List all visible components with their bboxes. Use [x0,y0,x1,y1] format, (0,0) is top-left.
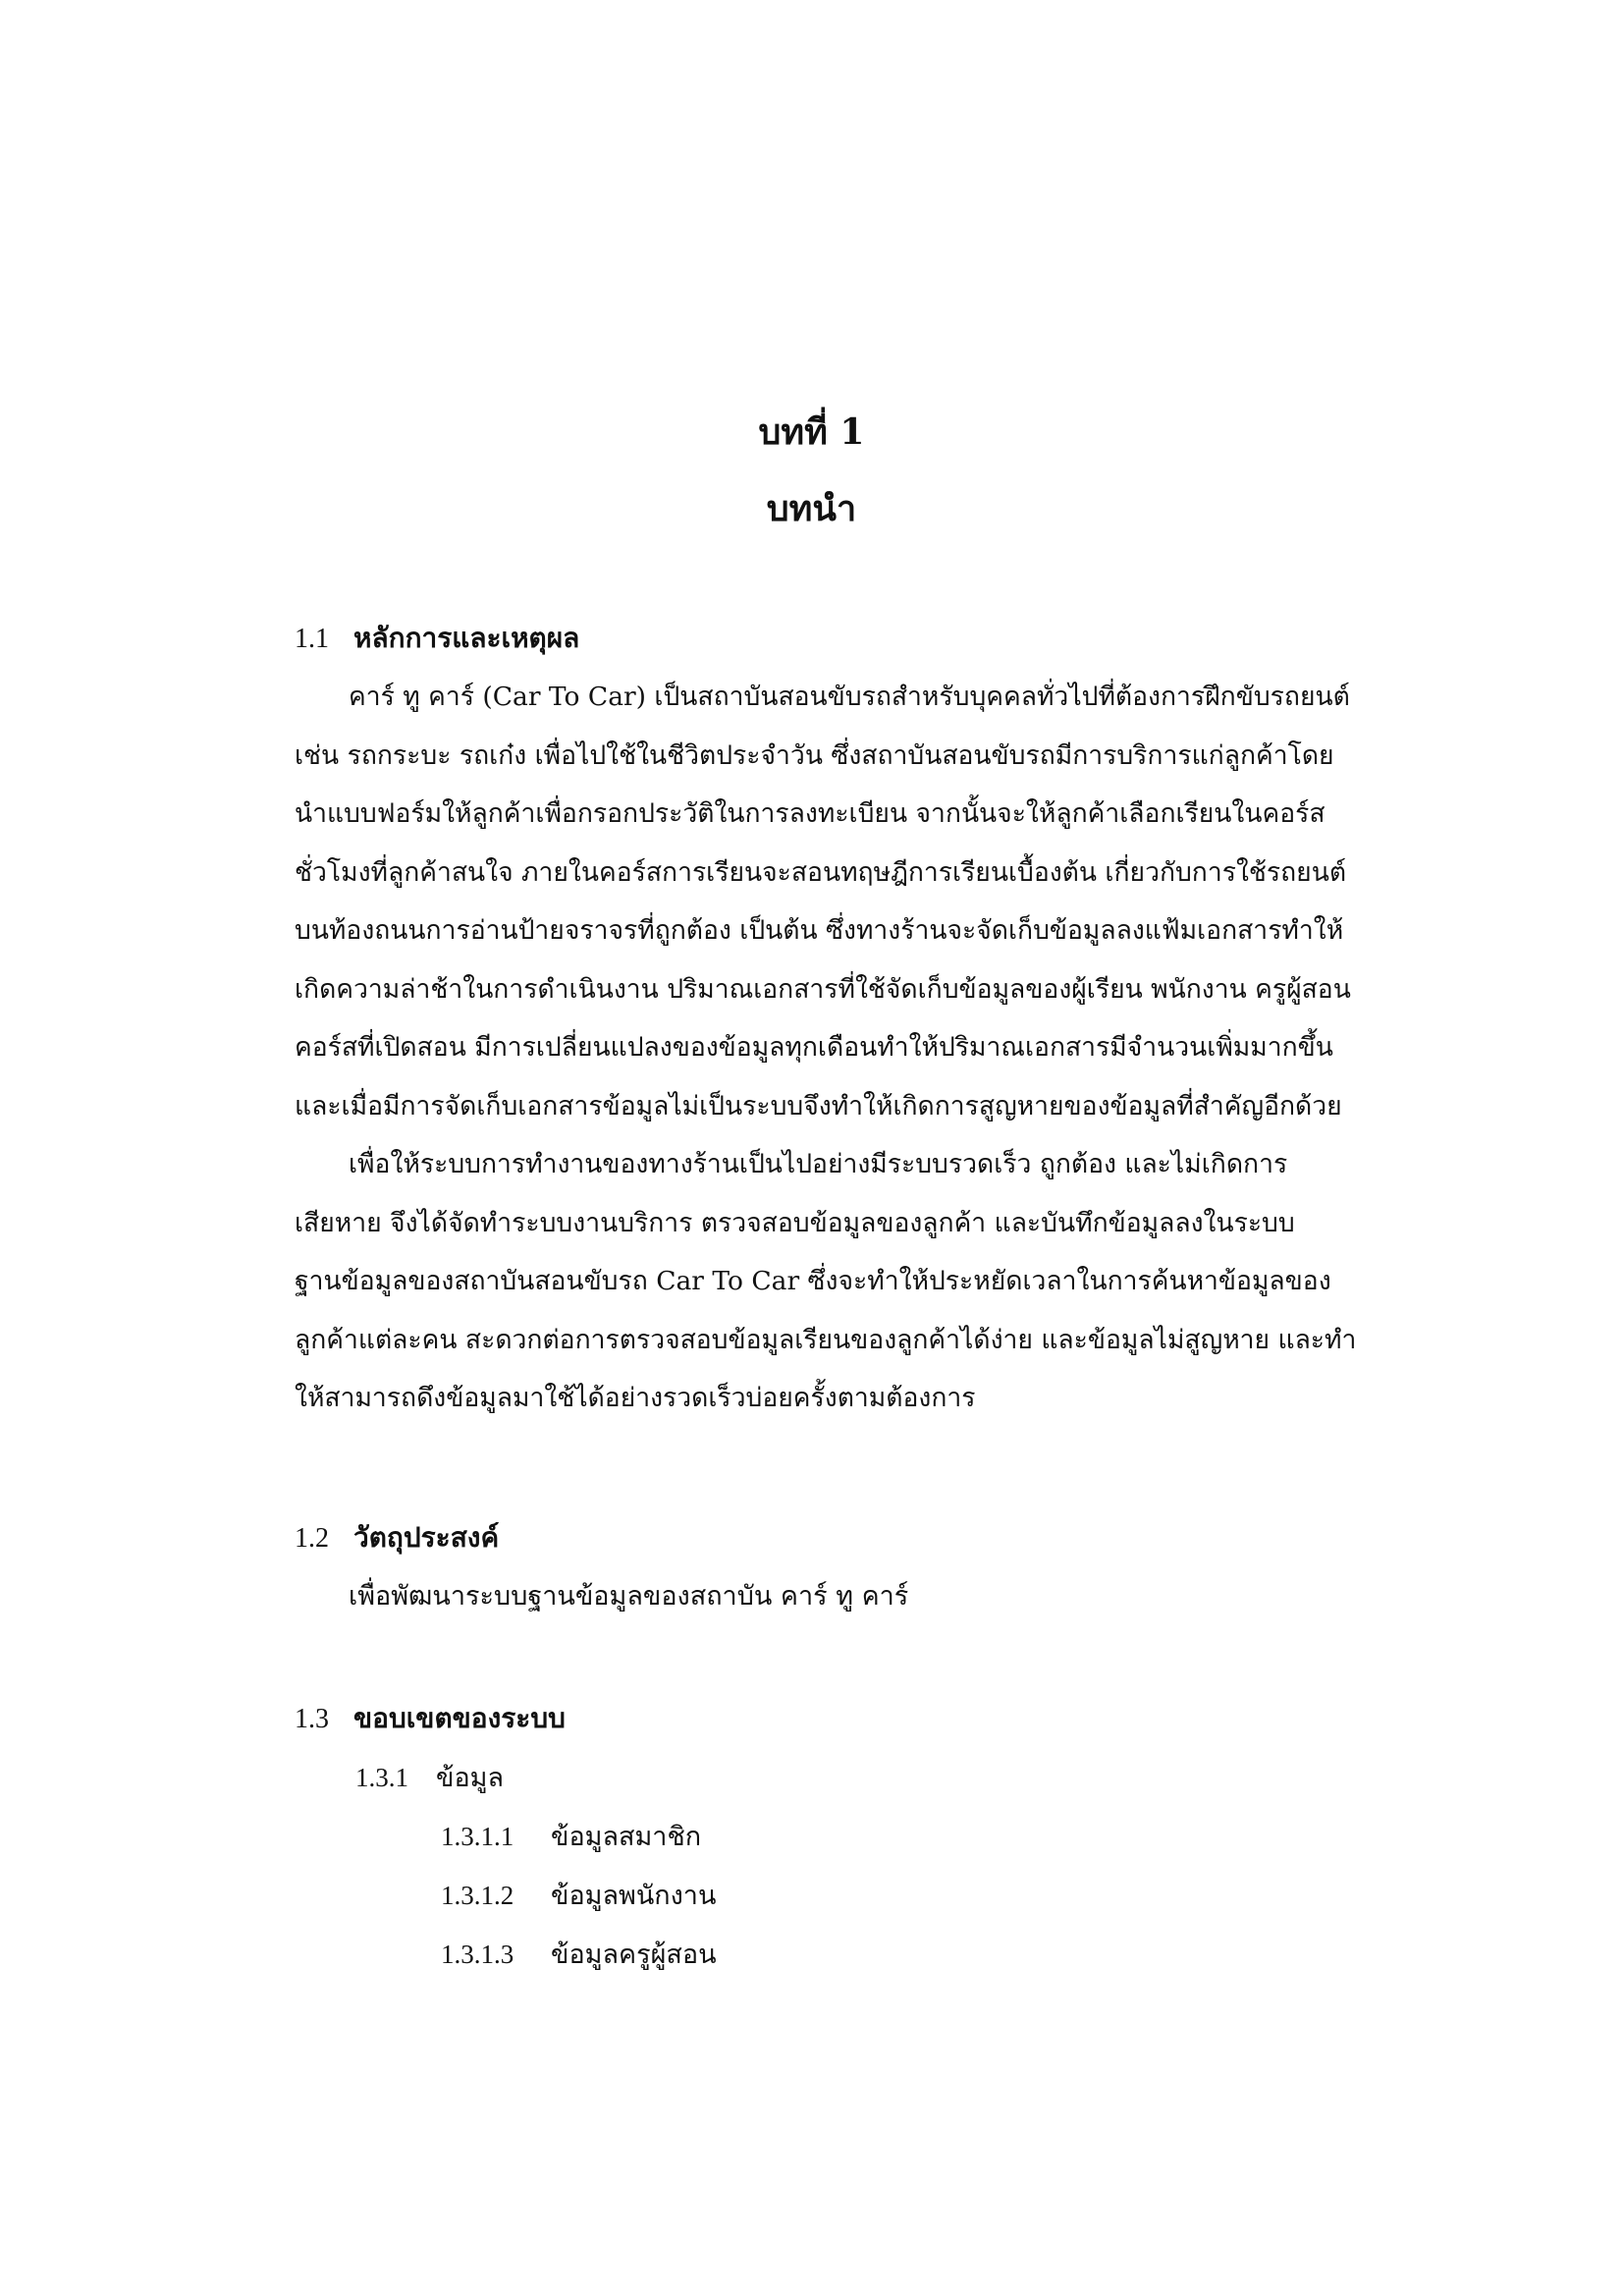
item-label: ข้อมูลครูผู้สอน [551,1940,717,1970]
section-title: หลักการและเหตุผล [353,622,580,654]
section-heading-1-2 [295,1518,499,1558]
item-label: ข้อมูลพนักงาน [551,1881,717,1911]
section-number: 1.3 [295,1704,329,1734]
chapter-title: บทนำ [766,488,857,529]
chapter-number: บทที่ 1 [758,411,865,453]
item-number: 1.3.1.2 [441,1881,514,1910]
text-line: บนท้องถนนการอ่านป้ายจราจรที่ถูกต้อง เป็นต้น ซึ่งทางร้านจะจัดเก็บข้อมูลลงแฟ้มเอกสารทำให้ [295,915,1344,946]
text-line: คอร์สที่เปิดสอน มีการเปลี่ยนแปลงของข้อมูลทุกเดือนทำให้ปริมาณเอกสารมีจำนวนเพิ่มมากขึ้น [295,1032,1333,1063]
text-line: เกิดความล่าช้าในการดำเนินงาน ปริมาณเอกสารที่ใช้จัดเก็บข้อมูลของผู้เรียน พนักงาน ครูผู้สอน [295,973,1351,1005]
text-line: ฐานข้อมูลของสถาบันสอนขับรถ Car To Car ซึ่งจะทำให้ประหยัดเวลาในการค้นหาข้อมูลของ [295,1266,1331,1296]
text-line: และเมื่อมีการจัดเก็บเอกสารข้อมูลไม่เป็นระบบจึงทำให้เกิดการสูญหายของข้อมูลที่สำคัญอีกด้วย [295,1090,1342,1121]
section-title: วัตถุประสงค์ [353,1521,500,1554]
text-line: เสียหาย จึงได้จัดทำระบบงานบริการ ตรวจสอบข้อมูลของลูกค้า และบันทึกข้อมูลลงในระบบ [295,1207,1295,1238]
text-line: เช่น รถกระบะ รถเก๋ง เพื่อไปใช้ในชีวิตประจำวัน ซึ่งสถาบันสอนขับรถมีการบริการแก่ลูกค้าโดย [295,739,1334,771]
text-line: เพื่อให้ระบบการทำงานของทางร้านเป็นไปอย่างมีระบบรวดเร็ว ถูกต้อง และไม่เกิดการ [349,1149,1288,1179]
text-line: นำแบบฟอร์มให้ลูกค้าเพื่อกรอกประวัติในการลงทะเบียน จากนั้นจะให้ลูกค้าเลือกเรียนในคอร์ส [295,798,1325,829]
list-item [441,1876,716,1916]
section-number: 1.2 [295,1523,329,1554]
text-line: คาร์ ทู คาร์ (Car To Car) เป็นสถาบันสอนขับรถสำหรับบุคคลทั่วไปที่ต้องการฝึกขับรถยนต์ [349,682,1350,712]
subsection-title: ข้อมูล [436,1763,505,1793]
section-heading-1-1 [295,619,579,659]
item-label: ข้อมูลสมาชิก [551,1822,702,1852]
list-item [441,1817,701,1857]
text-line: ชั่วโมงที่ลูกค้าสนใจ ภายในคอร์สการเรียนจะสอนทฤษฎีการเรียนเบื้องต้น เกี่ยวกับการใช้รถยนต์ [295,856,1347,888]
section-number: 1.1 [295,624,329,654]
section-heading-1-3 [295,1699,566,1739]
item-number: 1.3.1.3 [441,1940,514,1969]
subsection-number: 1.3.1 [355,1763,408,1792]
item-number: 1.3.1.1 [441,1822,514,1851]
list-item [441,1935,717,1975]
paragraph-rationale-2 [295,1135,1424,1428]
paragraph-rationale-1 [295,668,1424,1135]
section-title: ขอบเขตของระบบ [353,1702,566,1734]
text-line: ลูกค้าแต่ละคน สะดวกต่อการตรวจสอบข้อมูลเรียนของลูกค้าได้ง่าย และข้อมูลไม่สูญหาย และทำ [295,1324,1357,1355]
objective-text: เพื่อพัฒนาระบบฐานข้อมูลของสถาบัน คาร์ ทู คาร์ [349,1581,909,1612]
text-line: ให้สามารถดึงข้อมูลมาใช้ได้อย่างรวดเร็วบ่อยครั้งตามต้องการ [295,1383,976,1413]
subsection-1-3-1 [355,1758,504,1798]
